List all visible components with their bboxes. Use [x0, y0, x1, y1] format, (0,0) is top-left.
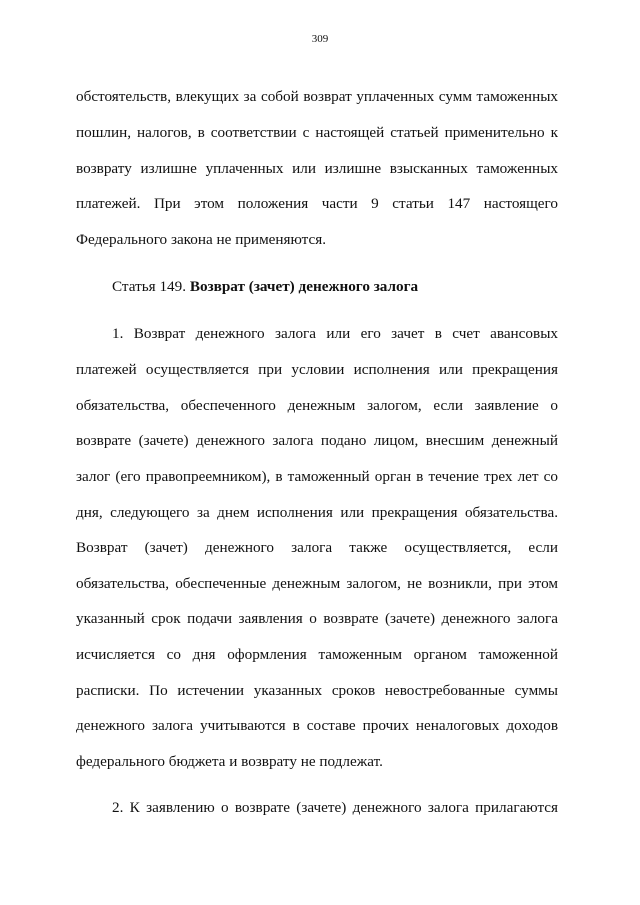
- text-line: федерального бюджета и возврату не подлежат.: [76, 753, 383, 770]
- text-line: исчисляется со дня оформления таможенным органом таможенной: [76, 646, 558, 663]
- text-line: указанный срок подачи заявления о возврате (зачете) денежного залога: [76, 610, 558, 627]
- text-line: возврате (зачете) денежного залога подано лицом, внесшим денежный: [76, 432, 558, 449]
- text-line: платежей осуществляется при условии исполнения или прекращения: [76, 361, 558, 378]
- text-line: денежного залога учитываются в составе прочих неналоговых доходов: [76, 717, 558, 734]
- article-title: Возврат (зачет) денежного залога: [189, 278, 419, 295]
- text-line: 2. К заявлению о возврате (зачете) денежного залога прилагаются: [112, 799, 558, 816]
- text-line: обязательства, обеспеченного денежным залогом, если заявление о: [76, 397, 558, 414]
- page-number: 309: [311, 33, 329, 45]
- text-line: залог (его правопреемником), в таможенный орган в течение трех лет со: [76, 468, 558, 485]
- article-label: Статья 149.: [112, 278, 187, 295]
- text-line: возврату излишне уплаченных или излишне взысканных таможенных: [76, 160, 558, 177]
- article-heading: [112, 276, 418, 298]
- text-line: расписки. По истечении указанных сроков невостребованные суммы: [76, 682, 558, 699]
- text-line: Возврат (зачет) денежного залога также осуществляется, если: [76, 539, 558, 556]
- text-line: Федерального закона не применяются.: [76, 231, 327, 248]
- text-line: 1. Возврат денежного залога или его зачет в счет авансовых: [112, 325, 558, 342]
- text-line: пошлин, налогов, в соответствии с настоящей статьей применительно к: [76, 124, 558, 141]
- text-line: платежей. При этом положения части 9 статьи 147 настоящего: [76, 195, 558, 212]
- text-line: обязательства, обеспеченные денежным залогом, не возникли, при этом: [76, 575, 558, 592]
- text-line: обстоятельств, влекущих за собой возврат уплаченных сумм таможенных: [76, 88, 558, 105]
- text-line: дня, следующего за днем исполнения или прекращения обязательства.: [76, 504, 558, 521]
